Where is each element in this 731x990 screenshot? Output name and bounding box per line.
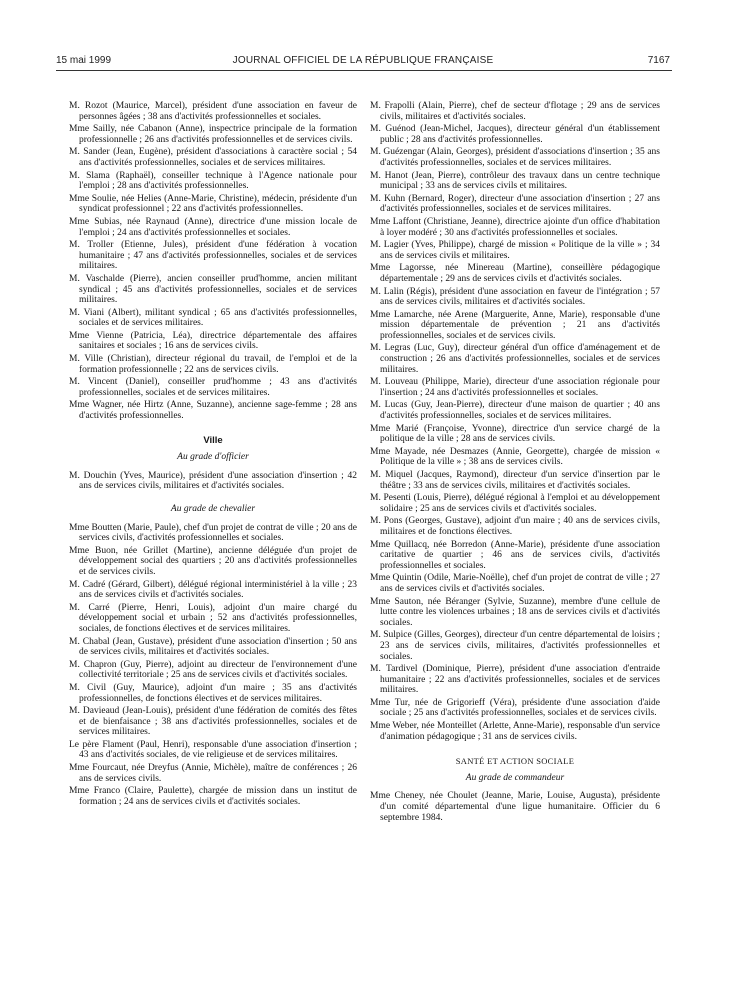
grade-heading-chevalier: Au grade de chevalier xyxy=(170,504,256,514)
list-item: M. Carré (Pierre, Henri, Louis), adjoint d'un maire chargé du développement social et urbain ; 52 ans d'activités professionnelles, sociales, de fonctions électives et de services militaires. xyxy=(69,602,357,634)
list-item: M. Sander (Jean, Eugène), président d'associations à caractère social ; 54 ans d'activités professionnelles, sociales et de services militaires. xyxy=(69,147,357,168)
list-item: Mme Quintin (Odile, Marie-Noëlle), chef d'un projet de contrat de ville ; 27 ans de services civils et d'activités sociales. xyxy=(370,573,660,594)
list-item: Mme Boutten (Marie, Paule), chef d'un projet de contrat de ville ; 20 ans de services civils, d'activités professionnelles et sociales. xyxy=(69,522,357,544)
list-item: M. Pons (Georges, Gustave), adjoint d'un maire ; 40 ans de services civils, militaires et de fonctions électives. xyxy=(370,516,660,537)
list-item: M. Ville (Christian), directeur régional du travail, de l'emploi et de la formation professionnelle ; 22 ans de services civils. xyxy=(69,354,357,375)
entries-chevalier-list xyxy=(69,523,357,808)
list-item: M. Rozot (Maurice, Marcel), président d'une association en faveur de personnes âgées ; 38 ans d'activités professionnelles et sociales. xyxy=(69,101,357,122)
list-item: Mme Sailly, née Cabanon (Anne), inspectrice principale de la formation professionnelle ; 26 ans d'activités professionnelles et de services civils. xyxy=(69,124,357,145)
list-item: M. Chapron (Guy, Pierre), adjoint au directeur de l'environnement d'une collectivité territoriale ; 25 ans de services civils et d'activités sociales. xyxy=(69,659,357,681)
list-item: Mme Mayade, née Desmazes (Annie, Georgette), chargée de mission « Politique de la ville » ; 38 ans de services civils. xyxy=(370,446,660,468)
list-item: M. Sulpice (Gilles, Georges), directeur d'un centre départemental de loisirs ; 23 ans de services civils, militaires, d'activités professionnelles et sociales. xyxy=(370,630,660,662)
grade-heading-commandeur: Au grade de commandeur xyxy=(465,772,565,783)
list-item: M. Civil (Guy, Maurice), adjoint d'un maire ; 35 ans d'activités professionnelles, de fonctions électives et de services militaires. xyxy=(69,682,357,704)
header-page-number: 7167 xyxy=(647,55,670,66)
list-item: M. Slama (Raphaël), conseiller technique à l'Agence nationale pour l'emploi ; 28 ans d'activités professionnelles. xyxy=(69,170,357,192)
list-item: Mme Weber, née Monteillet (Arlette, Anne-Marie), responsable d'un service d'animation pédagogique ; 31 ans de services civils. xyxy=(370,721,660,742)
grade-heading-officier: Au grade d'officier xyxy=(177,452,249,463)
list-item: Mme Quillacq, née Borredon (Anne-Marie), présidente d'une association caritative de quartier ; 46 ans de services civils, d'activités professionnelles et sociales. xyxy=(370,539,660,571)
list-item: Mme Tur, née de Grigorieff (Véra), présidente d'une association d'aide sociale ; 25 ans d'activités professionnelles, sociales et de services civils. xyxy=(370,697,660,719)
list-item: Le père Flament (Paul, Henri), responsable d'une association d'insertion ; 43 ans d'activités sociales, de vie religieuse et de services militaires. xyxy=(69,739,357,761)
list-item: M. Lucas (Guy, Jean-Pierre), directeur d'une maison de quartier ; 40 ans d'activités professionnelles, sociales et de services militaires. xyxy=(370,400,660,422)
list-item: M. Legras (Luc, Guy), directeur général d'un office d'aménagement et de construction ; 26 ans d'activités professionnelles, sociales et de services militaires. xyxy=(370,343,660,375)
page-header xyxy=(56,55,670,69)
list-item: M. Frapolli (Alain, Pierre), chef de secteur d'flotage ; 29 ans de services civils, militaires et d'activités sociales. xyxy=(370,101,660,122)
header-journal-title: JOURNAL OFFICIEL DE LA RÉPUBLIQUE FRANÇAISE xyxy=(232,55,494,66)
list-item: Mme Franco (Claire, Paulette), chargée de mission dans un institut de formation ; 24 ans de services civils et d'activités sociales. xyxy=(69,786,357,807)
list-item: M. Troller (Etienne, Jules), président d'une fédération à vocation humanitaire ; 47 ans d'activités professionnelles, sociales et de services militaires. xyxy=(69,240,357,272)
list-item: Mme Buon, née Grillet (Martine), ancienne déléguée d'un projet de développement social des quartiers ; 20 ans d'activités professionnelles et de services civils. xyxy=(69,545,357,577)
list-item: M. Douchin (Yves, Maurice), président d'une association d'insertion ; 42 ans de services civils, militaires et d'activités sociales. xyxy=(69,470,357,492)
section-title-ville: Ville xyxy=(203,434,223,446)
list-item: M. Kuhn (Bernard, Roger), directeur d'une association d'insertion ; 27 ans d'activités professionnelles, sociales et de services militaires. xyxy=(370,193,660,215)
list-item: Mme Vienne (Patricia, Léa), directrice départementale des affaires sanitaires et sociales ; 16 ans de services civils. xyxy=(69,330,357,352)
list-item: Mme Soulie, née Helies (Anne-Marie, Christine), médecin, présidente d'un syndicat professionnel ; 22 ans d'activités professionnelles. xyxy=(69,193,357,215)
list-item: M. Miquel (Jacques, Raymond), directeur d'un service d'insertion par le théâtre ; 33 ans de services civils, militaires et d'activités sociales. xyxy=(370,470,660,491)
header-rule xyxy=(56,70,672,71)
list-item: M. Chabal (Jean, Gustave), président d'une association d'insertion ; 50 ans de services civils, militaires et d'activités sociales. xyxy=(69,636,357,658)
list-item: M. Guénod (Jean-Michel, Jacques), directeur général d'un établissement public ; 28 ans d'activités professionnelles. xyxy=(370,124,660,145)
left-column xyxy=(69,101,357,809)
list-item: Mme Fourcaut, née Dreyfus (Annie, Michèle), maître de conférences ; 26 ans de services civils. xyxy=(69,763,357,784)
header-date: 15 mai 1999 xyxy=(56,55,112,66)
list-item: M. Hanot (Jean, Pierre), contrôleur des travaux dans un centre technique municipal ; 33 ans de services civils et militaires. xyxy=(370,170,660,192)
list-item: Mme Lagorsse, née Minereau (Martine), conseillère pédagogique départementale ; 29 ans de services civils et d'activités sociales. xyxy=(370,263,660,284)
list-item: M. Viani (Albert), militant syndical ; 65 ans d'activités professionnelles, sociales et de services militaires. xyxy=(69,307,357,329)
list-item: M. Guézengar (Alain, Georges), président d'associations d'insertion ; 35 ans d'activités professionnelles, sociales et de services militaires. xyxy=(370,147,660,168)
list-item: M. Louveau (Philippe, Marie), directeur d'une association régionale pour l'insertion ; 24 ans d'activités professionnelles et sociales. xyxy=(370,377,660,398)
list-item: Mme Laffont (Christiane, Jeanne), directrice ajointe d'un office d'habitation à loyer modéré ; 30 ans d'activités professionnelles et sociales. xyxy=(370,216,660,238)
list-item: M. Lagier (Yves, Philippe), chargé de mission « Politique de la ville » ; 34 ans de services civils et militaires. xyxy=(370,240,660,261)
list-item: Mme Wagner, née Hirtz (Anne, Suzanne), ancienne sage-femme ; 28 ans d'activités professionnelles. xyxy=(69,400,357,422)
list-item: Mme Subias, née Raynaud (Anne), directrice d'une mission locale de l'emploi ; 24 ans d'activités professionnelles et sociales. xyxy=(69,216,357,238)
list-item: M. Lalin (Régis), président d'une association en faveur de l'intégration ; 57 ans de services civils, militaires et d'activités sociales. xyxy=(370,286,660,308)
list-item: Mme Cheney, née Choulet (Jeanne, Marie, Louise, Augusta), présidente d'un comité départemental d'une ligue humanitaire. Officier du 6 septembre 1984. xyxy=(370,791,660,823)
entries-top-list xyxy=(69,101,357,422)
list-item: M. Vincent (Daniel), conseiller prud'homme ; 43 ans d'activités professionnelles, sociales et de services militaires. xyxy=(69,377,357,398)
list-item: M. Davieaud (Jean-Louis), président d'une fédération de comités des fêtes et de bienfaisance ; 38 ans d'activités professionnelles, sociales et de services militaires. xyxy=(69,706,357,738)
list-item: Mme Lamarche, née Arene (Marguerite, Anne, Marie), responsable d'une mission départementale de prévention ; 21 ans d'activités professionnelles, sociales et de services civils. xyxy=(370,309,660,341)
list-item: M. Pesenti (Louis, Pierre), délégué régional à l'emploi et au développement solidaire ; 25 ans de services civils et d'activités sociales. xyxy=(370,493,660,514)
list-item: M. Cadré (Gérard, Gilbert), délégué régional interministériel à la ville ; 23 ans de services civils et d'activités sociales. xyxy=(69,579,357,601)
list-item: Mme Sauton, née Béranger (Sylvie, Suzanne), membre d'une cellule de lutte contre les violences urbaines ; 18 ans de services civils et d'activités sociales. xyxy=(370,596,660,628)
entries-right-list xyxy=(370,101,660,742)
section-title-sante: SANTÉ ET ACTION SOCIALE xyxy=(455,756,575,767)
right-column xyxy=(370,101,660,825)
list-item: M. Vaschalde (Pierre), ancien conseiller prud'homme, ancien militant syndical ; 45 ans d'activités professionnelles, sociales et de services militaires. xyxy=(69,273,357,306)
list-item: Mme Marié (Françoise, Yvonne), directrice d'un service chargé de la politique de la ville ; 28 ans de services civils. xyxy=(370,423,660,445)
list-item: M. Tardivel (Dominique, Pierre), président d'une association d'entraide humanitaire ; 22 ans d'activités professionnelles, sociales et de services militaires. xyxy=(370,664,660,696)
